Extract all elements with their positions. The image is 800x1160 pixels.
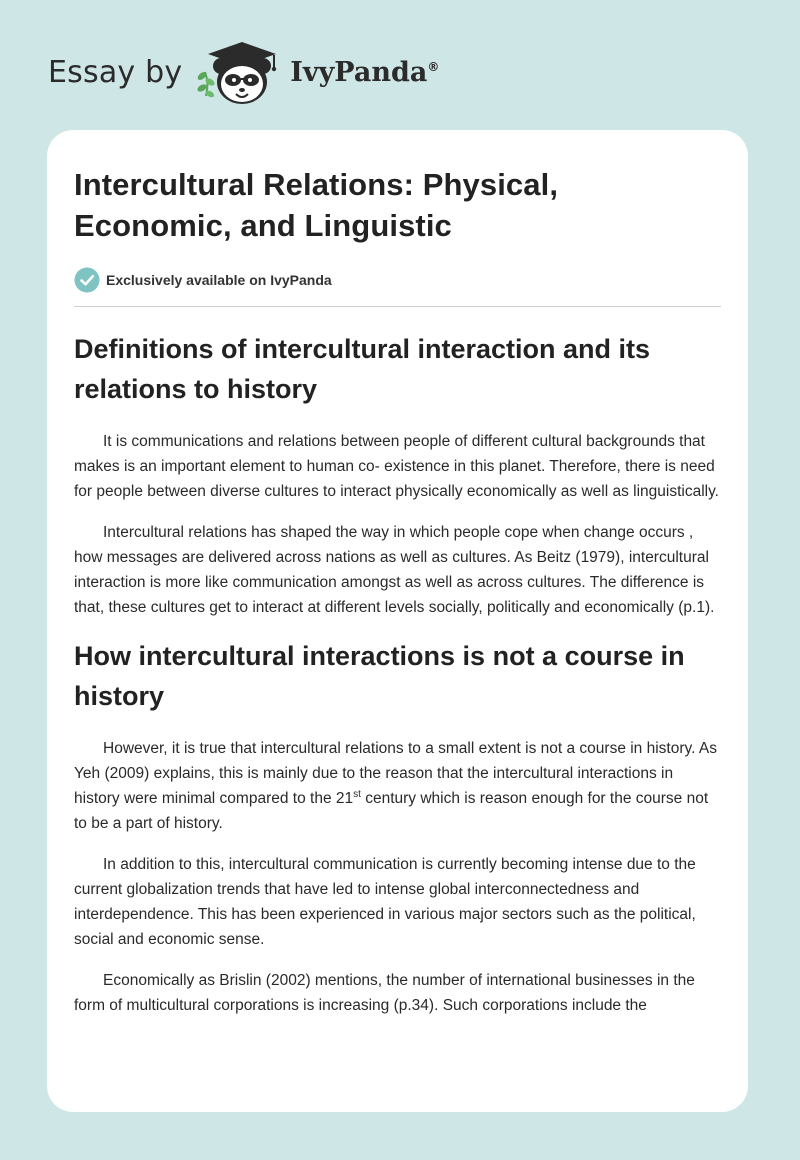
registered-mark: ® xyxy=(427,59,440,74)
paragraph: Economically as Brislin (2002) mentions, the number of international businesses in the form of multicultural corporations is increasing (p.34). Such corporations include the xyxy=(74,972,695,1014)
essay-card xyxy=(47,130,748,1112)
panda-graduate-icon[interactable] xyxy=(196,36,288,108)
brand-header xyxy=(48,36,439,108)
essay-title: Intercultural Relations: Physical, Economic, and Linguistic xyxy=(74,167,559,243)
title-divider xyxy=(74,306,721,307)
paragraph: In addition to this, intercultural communication is currently becoming intense due to the current globalization trends that have led to intense global interconnectedness and interdependence. This has been experienced in various major sectors such as the political, social and economic sense. xyxy=(74,856,696,948)
ordinal-suffix: st xyxy=(353,788,361,800)
brand-prefix: Essay by xyxy=(48,54,183,90)
section-heading: How intercultural interactions is not a course in history xyxy=(74,641,685,711)
brand-name: IvyPanda® xyxy=(290,56,440,88)
badge-label: Exclusively available on IvyPanda xyxy=(106,272,332,288)
paragraph: However, it is true that intercultural relations to a small extent is not a course in history. As Yeh (2009) explains, this is mainly due to the reason that the intercultural interactions in history were minimal compared to the 21st century which is reason enough for the course not to be a part of history. xyxy=(74,740,717,832)
section-heading: Definitions of intercultural interaction and its relations to history xyxy=(74,334,651,404)
check-circle-icon xyxy=(74,267,100,293)
paragraph: Intercultural relations has shaped the way in which people cope when change occurs , how messages are delivered across nations as well as cultures. As Beitz (1979), intercultural interaction is more like communication amongst as well as across cultures. The difference is that, these cultures get to interact at different levels socially, politically and economically (p.1). xyxy=(74,524,715,616)
paragraph: It is communications and relations between people of different cultural backgrounds that makes is an important element to human co- existence in this planet. Therefore, there is need for people between diverse cultures to interact physically economically as well as linguistically. xyxy=(74,433,719,500)
exclusive-badge xyxy=(74,266,721,294)
